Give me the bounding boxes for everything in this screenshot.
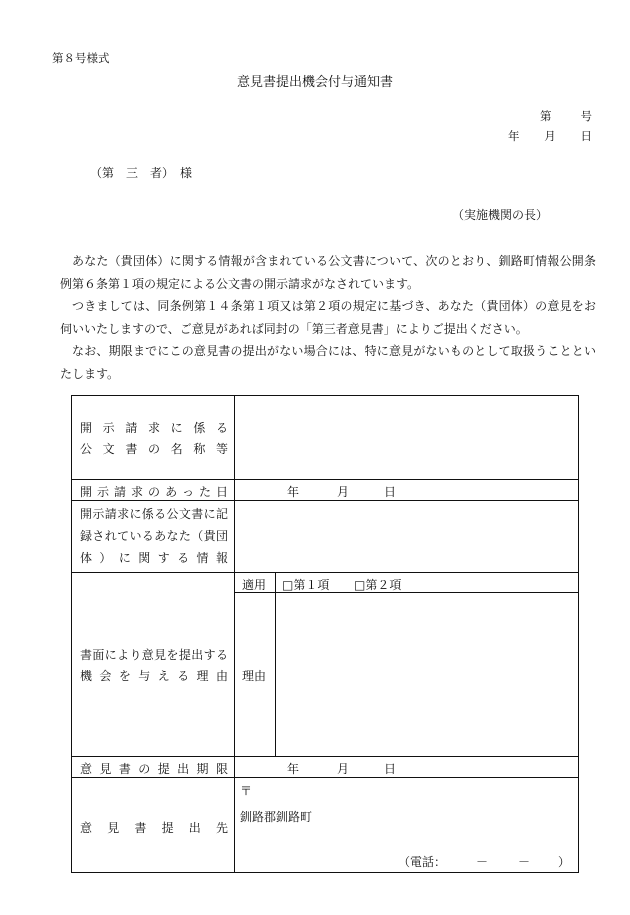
- reason-label: 理由: [242, 669, 267, 683]
- phone-dash-2: －: [518, 855, 531, 869]
- postal-mark: 〒: [240, 784, 253, 798]
- row-divider: [72, 756, 578, 757]
- row6-label: 意見書提出先: [80, 821, 228, 835]
- notice-form-table: [71, 395, 579, 873]
- row-divider: [72, 572, 578, 573]
- date-year: 年: [508, 129, 520, 143]
- row2-year: 年: [287, 485, 300, 499]
- document-number: [540, 108, 592, 124]
- row2-month: 月: [337, 485, 350, 499]
- submission-address: 釧路郡釧路町: [240, 810, 313, 824]
- row1-label-line1: 開示請求に係る: [80, 421, 228, 435]
- row4-label-line1: 書面により意見を提出する: [80, 648, 228, 662]
- row5-year: 年: [287, 762, 300, 776]
- row5-month: 月: [337, 762, 350, 776]
- column-divider: [234, 396, 235, 872]
- row-divider: [72, 777, 578, 778]
- row3-label-line2: 録されているあなた（貴団: [80, 529, 228, 543]
- addressee: （第 三 者） 様: [90, 166, 193, 180]
- sender: （実施機関の長）: [452, 208, 549, 222]
- document-date: [508, 128, 592, 144]
- apply-label: 適用: [242, 578, 267, 592]
- document-title: 意見書提出機会付与通知書: [236, 75, 393, 90]
- row-divider: [72, 479, 578, 480]
- reason-field[interactable]: [278, 596, 574, 752]
- body-text: [60, 250, 596, 385]
- row3-label-line3: 体）に関する情報: [80, 551, 228, 565]
- doc-no-prefix: 第: [540, 109, 552, 123]
- phone-close: ）: [558, 855, 571, 869]
- row3-label-line1: 開示請求に係る公文書に記: [80, 507, 228, 521]
- row5-label: 意見書の提出期限: [80, 762, 228, 776]
- row-divider: [72, 500, 578, 501]
- row2-day: 日: [384, 485, 397, 499]
- row5-day: 日: [384, 762, 397, 776]
- phone-label: （電話：: [398, 855, 447, 869]
- date-day: 日: [580, 129, 592, 143]
- body-paragraph: つきましては、同条例第１４条第１項又は第２項の規定に基づき、あなた（貴団体）の意見をお伺いいたしますので、ご意見があれば同封の「第三者意見書」によりご提出ください。: [60, 299, 596, 336]
- form-number: 第８号様式: [52, 51, 110, 65]
- row1-label-line2: 公文書の名称等: [80, 442, 228, 456]
- body-paragraph: なお、期限までにこの意見書の提出がない場合には、特に意見がないものとして取扱うことといたします。: [60, 344, 596, 381]
- sub-column-divider: [275, 572, 276, 756]
- option-paragraph-1[interactable]: □第１項: [282, 578, 330, 592]
- date-month: 月: [544, 129, 556, 143]
- row2-label: 開示請求のあった日: [80, 485, 228, 499]
- body-paragraph: あなた（貴団体）に関する情報が含まれている公文書について、次のとおり、釧路町情報公開条例第６条第１項の規定による公文書の開示請求がなされています。: [60, 254, 596, 291]
- phone-dash-1: －: [476, 855, 489, 869]
- option-paragraph-2[interactable]: □第２項: [354, 578, 402, 592]
- doc-no-suffix: 号: [580, 109, 592, 123]
- row4-label-line2: 機会を与える理由: [80, 669, 228, 683]
